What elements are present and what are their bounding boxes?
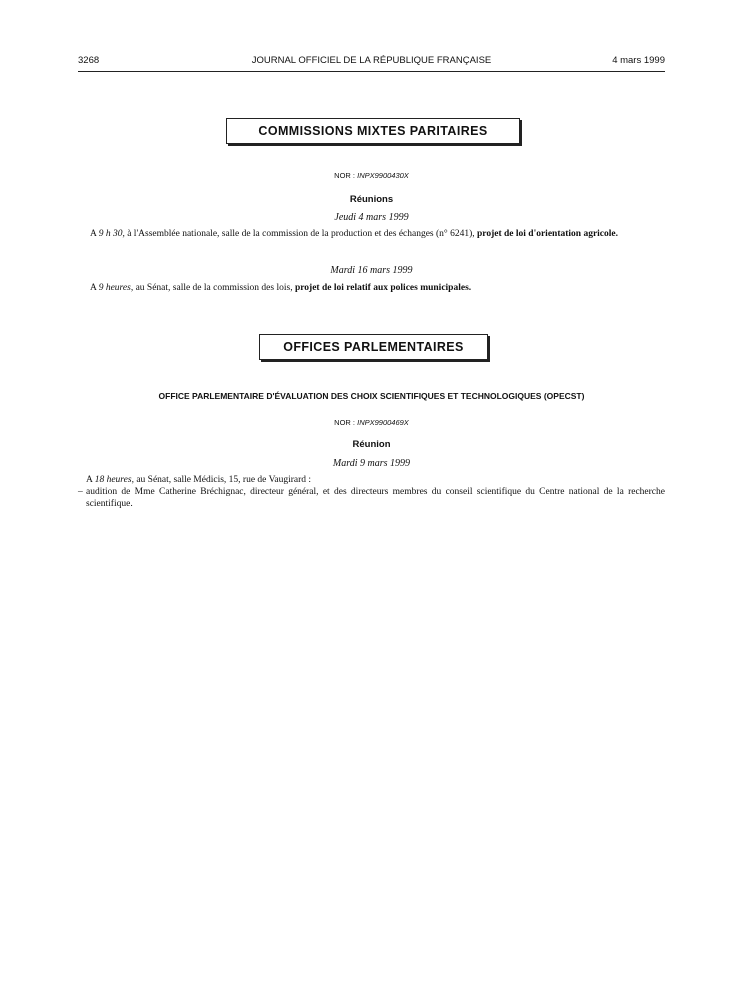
page-number: 3268 (78, 55, 100, 66)
meeting-paragraph: A 9 h 30, à l'Assemblée nationale, salle de la commission de la production et des échanges (n° 6241), projet de loi d'orientation agricole. (90, 229, 618, 239)
meeting-date: Mardi 16 mars 1999 (330, 265, 413, 276)
journal-title: JOURNAL OFFICIEL DE LA RÉPUBLIQUE FRANÇAISE (251, 55, 492, 66)
meeting-bill: projet de loi d'orientation agricole. (477, 229, 618, 239)
subheading-reunion: Réunion (352, 439, 391, 450)
meeting-paragraph: A 18 heures, au Sénat, salle Médicis, 15, rue de Vaugirard : (86, 475, 312, 485)
meeting-time: 9 heures, (98, 283, 134, 293)
section-title-commissions: COMMISSIONS MIXTES PARITAIRES (226, 118, 520, 144)
section-title-offices: OFFICES PARLEMENTAIRES (259, 334, 488, 360)
header-rule (78, 71, 665, 72)
list-item (78, 487, 665, 510)
subheading-reunions: Réunions (349, 194, 394, 205)
meeting-location: au Sénat, salle Médicis, 15, rue de Vaugirard : (136, 475, 312, 485)
meeting-date: Mardi 9 mars 1999 (332, 458, 411, 469)
nor-code: INPX9900430X (357, 171, 409, 180)
page-header (78, 55, 665, 69)
nor-reference (78, 171, 665, 180)
nor-reference (78, 418, 665, 427)
dash-bullet: – (78, 487, 83, 497)
office-title: OFFICE PARLEMENTAIRE D'ÉVALUATION DES CHOIX SCIENTIFIQUES ET TECHNOLOGIQUES (OPECST) (158, 391, 585, 401)
agenda-item: audition de Mme Catherine Bréchignac, directeur général, et des directeurs membres du conseil scientifique du Centre national de la recherche scientifique. (86, 487, 665, 509)
meeting-date: Jeudi 4 mars 1999 (334, 212, 409, 223)
meeting-time: 18 heures, (94, 475, 134, 485)
issue-date: 4 mars 1999 (612, 55, 665, 66)
meeting-location: au Sénat, salle de la commission des lois, (135, 283, 293, 293)
meeting-location: à l'Assemblée nationale, salle de la commission de la production et des échanges (n° 6241), (127, 229, 475, 239)
meeting-paragraph: A 9 heures, au Sénat, salle de la commission des lois, projet de loi relatif aux polices municipales. (90, 283, 472, 293)
meeting-time: 9 h 30, (98, 229, 125, 239)
meeting-bill: projet de loi relatif aux polices municipales. (294, 283, 472, 293)
nor-label: NOR : (334, 418, 356, 427)
nor-code: INPX9900469X (357, 418, 409, 427)
nor-label: NOR : (334, 171, 356, 180)
